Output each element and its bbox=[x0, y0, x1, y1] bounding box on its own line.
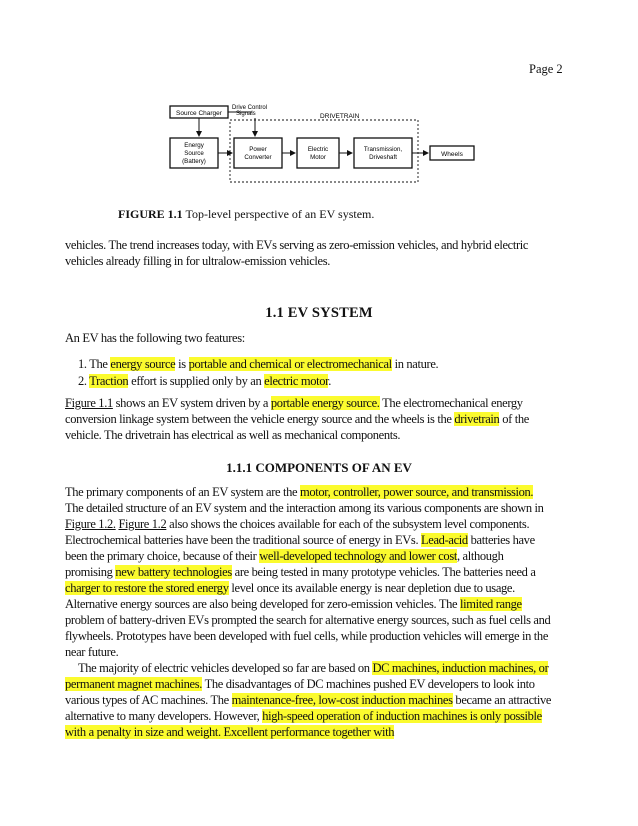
section-heading-ev-system: 1.1 EV SYSTEM bbox=[265, 305, 373, 321]
svg-text:Wheels: Wheels bbox=[441, 151, 463, 158]
source-charger-label: Source Charger bbox=[176, 110, 222, 117]
highlight: portable energy source. bbox=[270, 396, 380, 410]
highlight: maintenance-free, low-cost induction machines bbox=[231, 693, 453, 707]
figure-label: FIGURE 1.1 bbox=[118, 207, 183, 221]
highlight: charger to restore the stored energy bbox=[65, 581, 229, 595]
svg-text:Converter: Converter bbox=[244, 154, 272, 161]
intro-line-1: vehicles. The trend increases today, with EVs serving as zero-emission vehicles, and hybrid electric bbox=[65, 238, 529, 252]
highlight: high-speed operation of induction machines is only possible bbox=[262, 709, 542, 723]
highlight: portable and chemical or electromechanical bbox=[188, 357, 392, 371]
figure-1-2-link[interactable]: Figure 1.2 bbox=[118, 517, 167, 531]
highlight: Traction bbox=[89, 374, 129, 388]
figure-caption bbox=[118, 207, 374, 222]
para-line: Electrochemical batteries have been the traditional source of energy in EVs. Lead-acid batteries have bbox=[65, 533, 535, 547]
drive-control-signals-label: Signals bbox=[236, 111, 256, 117]
para-line: Alternative energy sources are also being developed for zero-emission vehicles. The limited range bbox=[65, 597, 522, 611]
para-line: permanent magnet machines. The disadvantages of DC machines pushed EV developers to look into bbox=[65, 677, 535, 691]
highlight: new battery technologies bbox=[115, 565, 232, 579]
svg-text:Motor: Motor bbox=[310, 154, 326, 161]
para-line: near future. bbox=[65, 645, 119, 659]
para-line: The primary components of an EV system are the motor, controller, power source, and transmission. bbox=[65, 485, 534, 499]
section-heading-components: 1.1.1 COMPONENTS OF AN EV bbox=[226, 460, 412, 475]
page-number: Page 2 bbox=[529, 62, 563, 76]
highlight: Lead-acid bbox=[421, 533, 468, 547]
figure-1-2-link[interactable]: Figure 1.2. bbox=[65, 517, 116, 531]
para-line: The detailed structure of an EV system and the interaction among its various components are shown in bbox=[65, 501, 544, 515]
para-line: been the primary choice, because of their well-developed technology and lower cost, although bbox=[65, 549, 504, 563]
figure-1-1-link[interactable]: Figure 1.1 bbox=[65, 396, 113, 410]
electric-motor-box bbox=[297, 138, 339, 168]
highlight: energy source bbox=[110, 357, 176, 371]
para-line: vehicle. The drivetrain has electrical as well as mechanical components. bbox=[65, 428, 401, 442]
svg-text:Electric: Electric bbox=[307, 146, 329, 153]
svg-text:Energy: Energy bbox=[184, 142, 204, 149]
svg-text:Transmission,: Transmission, bbox=[363, 146, 403, 153]
svg-text:Power: Power bbox=[249, 146, 267, 153]
para-line: various types of AC machines. The maintenance-free, low-cost induction machines became an attractive bbox=[65, 693, 552, 707]
highlight: drivetrain bbox=[454, 412, 500, 426]
highlight: limited range bbox=[459, 597, 522, 611]
transmission-box bbox=[354, 138, 412, 168]
power-converter-box bbox=[234, 138, 282, 168]
svg-text:Driveshaft: Driveshaft bbox=[369, 154, 397, 161]
highlight: electric motor bbox=[264, 374, 329, 388]
feature-item-2: 2. Traction effort is supplied only by an electric motor. bbox=[78, 374, 332, 388]
features-lead: An EV has the following two features: bbox=[65, 331, 245, 345]
para-line: conversion linkage system between the vehicle energy source and the wheels is the drivetrain of the bbox=[65, 412, 529, 426]
highlight: DC machines, induction machines, or bbox=[372, 661, 549, 675]
highlight: with a penalty in size and weight. Excellent performance together with bbox=[65, 725, 395, 739]
para-line: Figure 1.2. Figure 1.2 also shows the choices available for each of the subsystem level components. bbox=[65, 517, 530, 531]
source-charger-box bbox=[170, 106, 228, 118]
intro-line-2: vehicles already filling in for ultralow-emission vehicles. bbox=[65, 254, 331, 268]
highlight: motor, controller, power source, and transmission. bbox=[300, 485, 534, 499]
para-line: flywheels. Prototypes have been developed with fuel cells, while production vehicles will emerge in the bbox=[65, 629, 549, 643]
para-line: The majority of electric vehicles developed so far are based on DC machines, induction machines, or bbox=[78, 661, 549, 675]
drivetrain-label: DRIVETRAIN bbox=[320, 113, 360, 120]
para-line: promising new battery technologies are being tested in many prototype vehicles. The batteries need a bbox=[65, 565, 536, 579]
figure-caption-text: Top-level perspective of an EV system. bbox=[185, 207, 375, 221]
para-line: Figure 1.1 shows an EV system driven by a portable energy source. The electromechanical energy bbox=[65, 396, 523, 410]
energy-source-box bbox=[170, 138, 218, 168]
para-line bbox=[65, 725, 394, 740]
para-line: problem of battery-driven EVs prompted the search for alternative energy sources, such as fuel cells and bbox=[65, 613, 551, 627]
ev-system-diagram bbox=[160, 104, 480, 189]
svg-text:Source: Source bbox=[184, 150, 204, 157]
svg-text:(Battery): (Battery) bbox=[182, 158, 206, 165]
drive-control-label: Drive Control bbox=[232, 105, 268, 111]
highlight: well-developed technology and lower cost bbox=[259, 549, 457, 563]
highlight: permanent magnet machines. bbox=[65, 677, 203, 691]
para-line: alternative to many developers. However, high-speed operation of induction machines is only possible bbox=[65, 709, 542, 723]
feature-item-1: 1. The energy source is portable and chemical or electromechanical in nature. bbox=[78, 357, 439, 371]
wheels-box bbox=[430, 146, 474, 160]
para-line: charger to restore the stored energy level once its available energy is near depletion due to usage. bbox=[65, 581, 515, 595]
